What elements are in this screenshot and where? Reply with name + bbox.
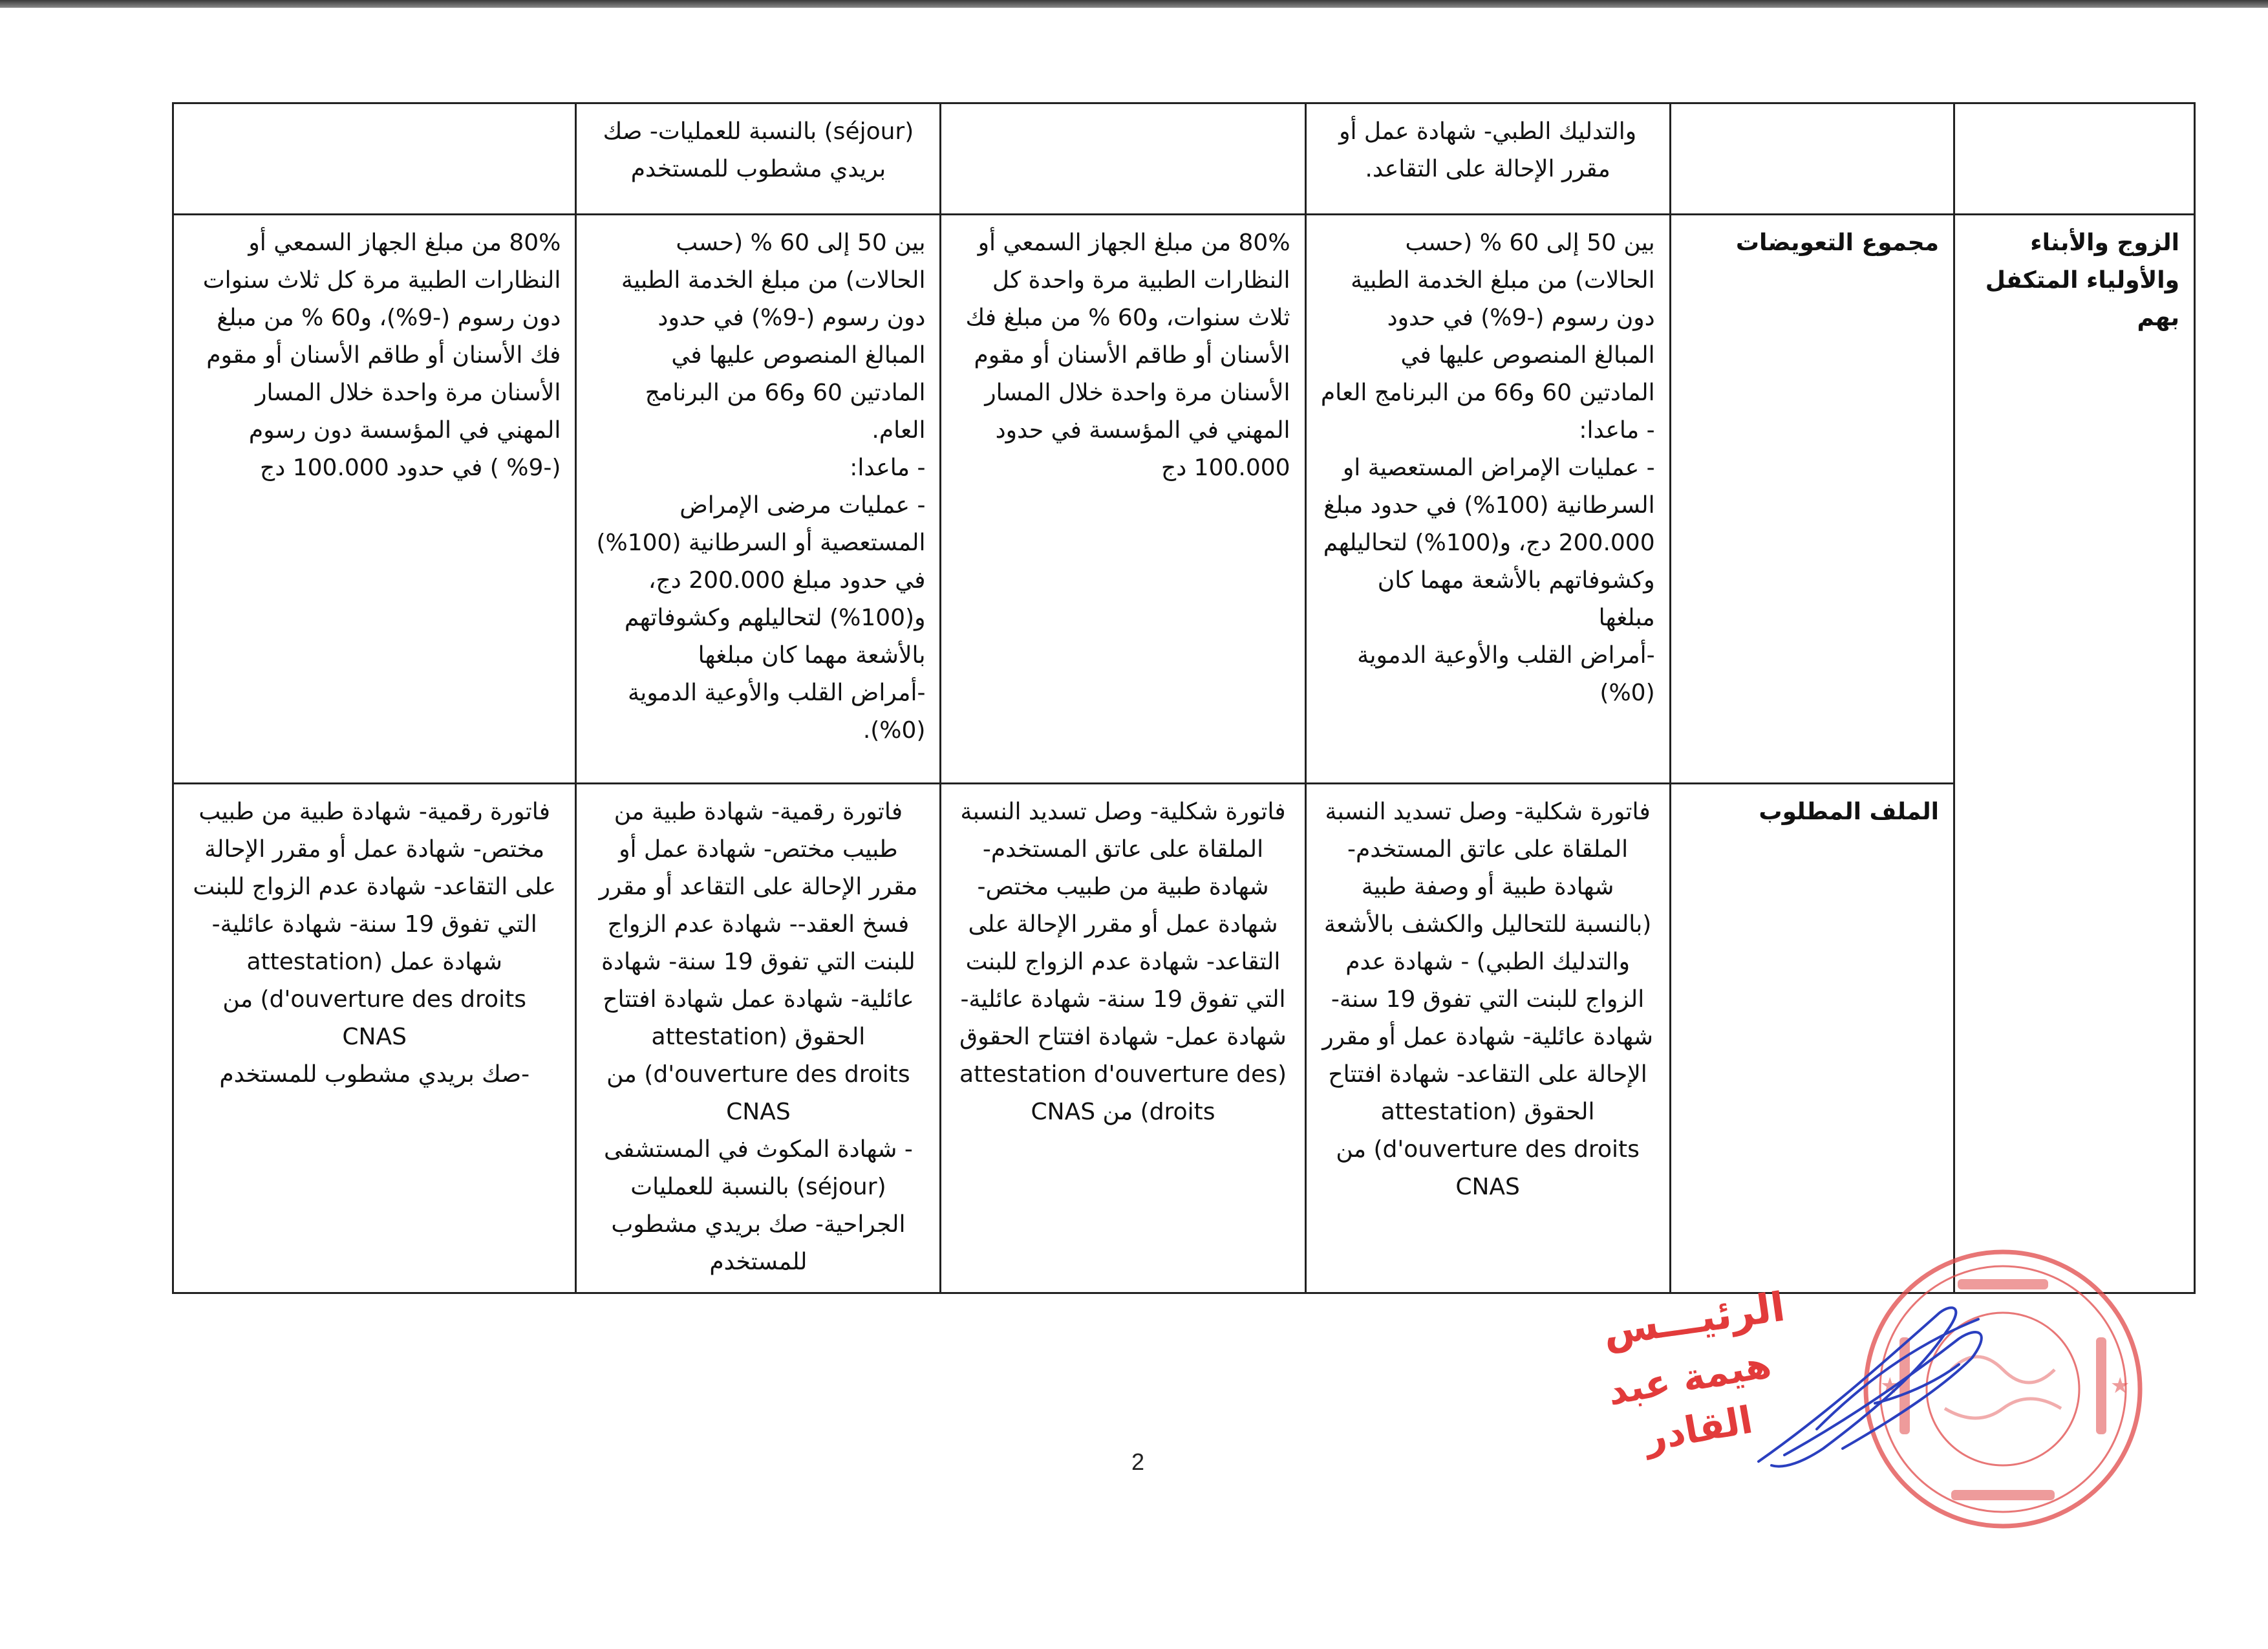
table-cell: بين 50 إلى 60 % (حسب الحالات) من مبلغ الخدمة الطبية دون رسوم (-9%) في حدود المبالغ المنصوص عليها في المادتين 60 و66 من البرنامج العام - ماعدا: - عمليات الإمراض المستعصية او السرطانية (100%) في حدود مبلغ 200.000 دج، و(100%) لتحاليلهم وكشوفاتهم بالأشعة مهما كان مبلغها -أمراض القلب والأوعية الدموية (0%) bbox=[1305, 215, 1670, 784]
table-row bbox=[173, 215, 2195, 784]
page-number: 2 bbox=[1131, 1449, 1145, 1475]
table-cell bbox=[1670, 103, 1954, 215]
row-header-allowances: مجموع التعويضات bbox=[1670, 215, 1954, 784]
table-cell: والتدليك الطبي- شهادة عمل أو مقرر الإحالة على التقاعد. bbox=[1305, 103, 1670, 215]
table-cell: فاتورة شكلية- وصل تسديد النسبة الملقاة على عاتق المستخدم- شهادة طبية من طبيب مختص- شهادة عمل أو مقرر الإحالة على التقاعد- شهادة عدم الزواج للبنت التي تفوق 19 سنة- شهادة عائلية- شهادة عمل- شهادة افتتاح الحقوق (attestation d'ouverture des droits) من CNAS bbox=[941, 784, 1305, 1293]
table-cell: بين 50 إلى 60 % (حسب الحالات) من مبلغ الخدمة الطبية دون رسوم (-9%) في حدود المبالغ المنصوص عليها في المادتين 60 و66 من البرنامج العام. - ماعدا: - عمليات مرضى الإمراض المستعصية أو السرطانية (100%) في حدود مبلغ 200.000 دج، و(100%) لتحاليلهم وكشوفاتهم بالأشعة مهما كان مبلغها -أمراض القلب والأوعية الدموية (0%). bbox=[576, 215, 941, 784]
scan-top-edge bbox=[0, 0, 2268, 8]
table-cell bbox=[1954, 103, 2195, 215]
table-cell: 80% من مبلغ الجهاز السمعي أو النظارات الطبية مرة واحدة كل ثلاث سنوات، و60 % من مبلغ فك الأسنان أو طاقم الأسنان أو مقوم الأسنان مرة واحدة خلال المسار المهني في المؤسسة في حدود 100.000 دج bbox=[941, 215, 1305, 784]
allowances-table bbox=[172, 102, 2196, 1294]
table-cell: فاتورة رقمية- شهادة طبية من طبيب مختص- شهادة عمل أو مقرر الإحالة على التقاعد- شهادة عدم الزواج للبنت التي تفوق 19 سنة- شهادة عائلية- شهادة عمل (attestation d'ouverture des droits) من CNAS -صك بريدي مشطوب للمستخدم bbox=[173, 784, 576, 1293]
table-row bbox=[173, 784, 2195, 1293]
table-cell: فاتورة رقمية- شهادة طبية من طبيب مختص- شهادة عمل أو مقرر الإحالة على التقاعد أو مقرر فسخ العقد-- شهادة عدم الزواج للبنت التي تفوق 19 سنة- شهادة عائلية- شهادة عمل شهادة افتتاح الحقوق (attestation d'ouverture des droits) من CNAS - شهادة المكوث في المستشفى (séjour) بالنسبة للعمليات الجراحية- صك بريدي مشطوب للمستخدم bbox=[576, 784, 941, 1293]
president-signature-block bbox=[1552, 1282, 1836, 1460]
svg-text:★: ★ bbox=[1880, 1373, 1900, 1399]
table-cell: 80% من مبلغ الجهاز السمعي أو النظارات الطبية مرة كل ثلاث سنوات دون رسوم (-9%)، و60 % من مبلغ فك الأسنان أو طاقم الأسنان أو مقوم الأسنان مرة واحدة خلال المسار المهني في المؤسسة دون رسوم (-9% ) في حدود 100.000 دج bbox=[173, 215, 576, 784]
president-name: هيمة عبد القادر bbox=[1604, 1341, 1775, 1460]
table-cell bbox=[173, 103, 576, 215]
table-cell: فاتورة شكلية- وصل تسديد النسبة الملقاة على عاتق المستخدم- شهادة طبية أو وصفة طبية (بالنسبة للتحاليل والكشف بالأشعة والتدليك الطبي) - شهادة عدم الزواج للبنت التي تفوق 19 سنة- شهادة عائلية- شهادة عمل أو مقرر الإحالة على التقاعد- شهادة افتتاح الحقوق (attestation d'ouverture des droits) من CNAS bbox=[1305, 784, 1670, 1293]
svg-text:★: ★ bbox=[2110, 1373, 2130, 1399]
table-cell: (séjour) بالنسبة للعمليات- صك بريدي مشطوب للمستخدم bbox=[576, 103, 941, 215]
beneficiary-category: الزوج والأبناء والأولياء المتكفل بهم bbox=[1954, 215, 2195, 1293]
president-title: الرئيـــس bbox=[1599, 1282, 1788, 1355]
row-header-required-file: الملف المطلوب bbox=[1670, 784, 1954, 1293]
table-row bbox=[173, 103, 2195, 215]
table-cell bbox=[941, 103, 1305, 215]
